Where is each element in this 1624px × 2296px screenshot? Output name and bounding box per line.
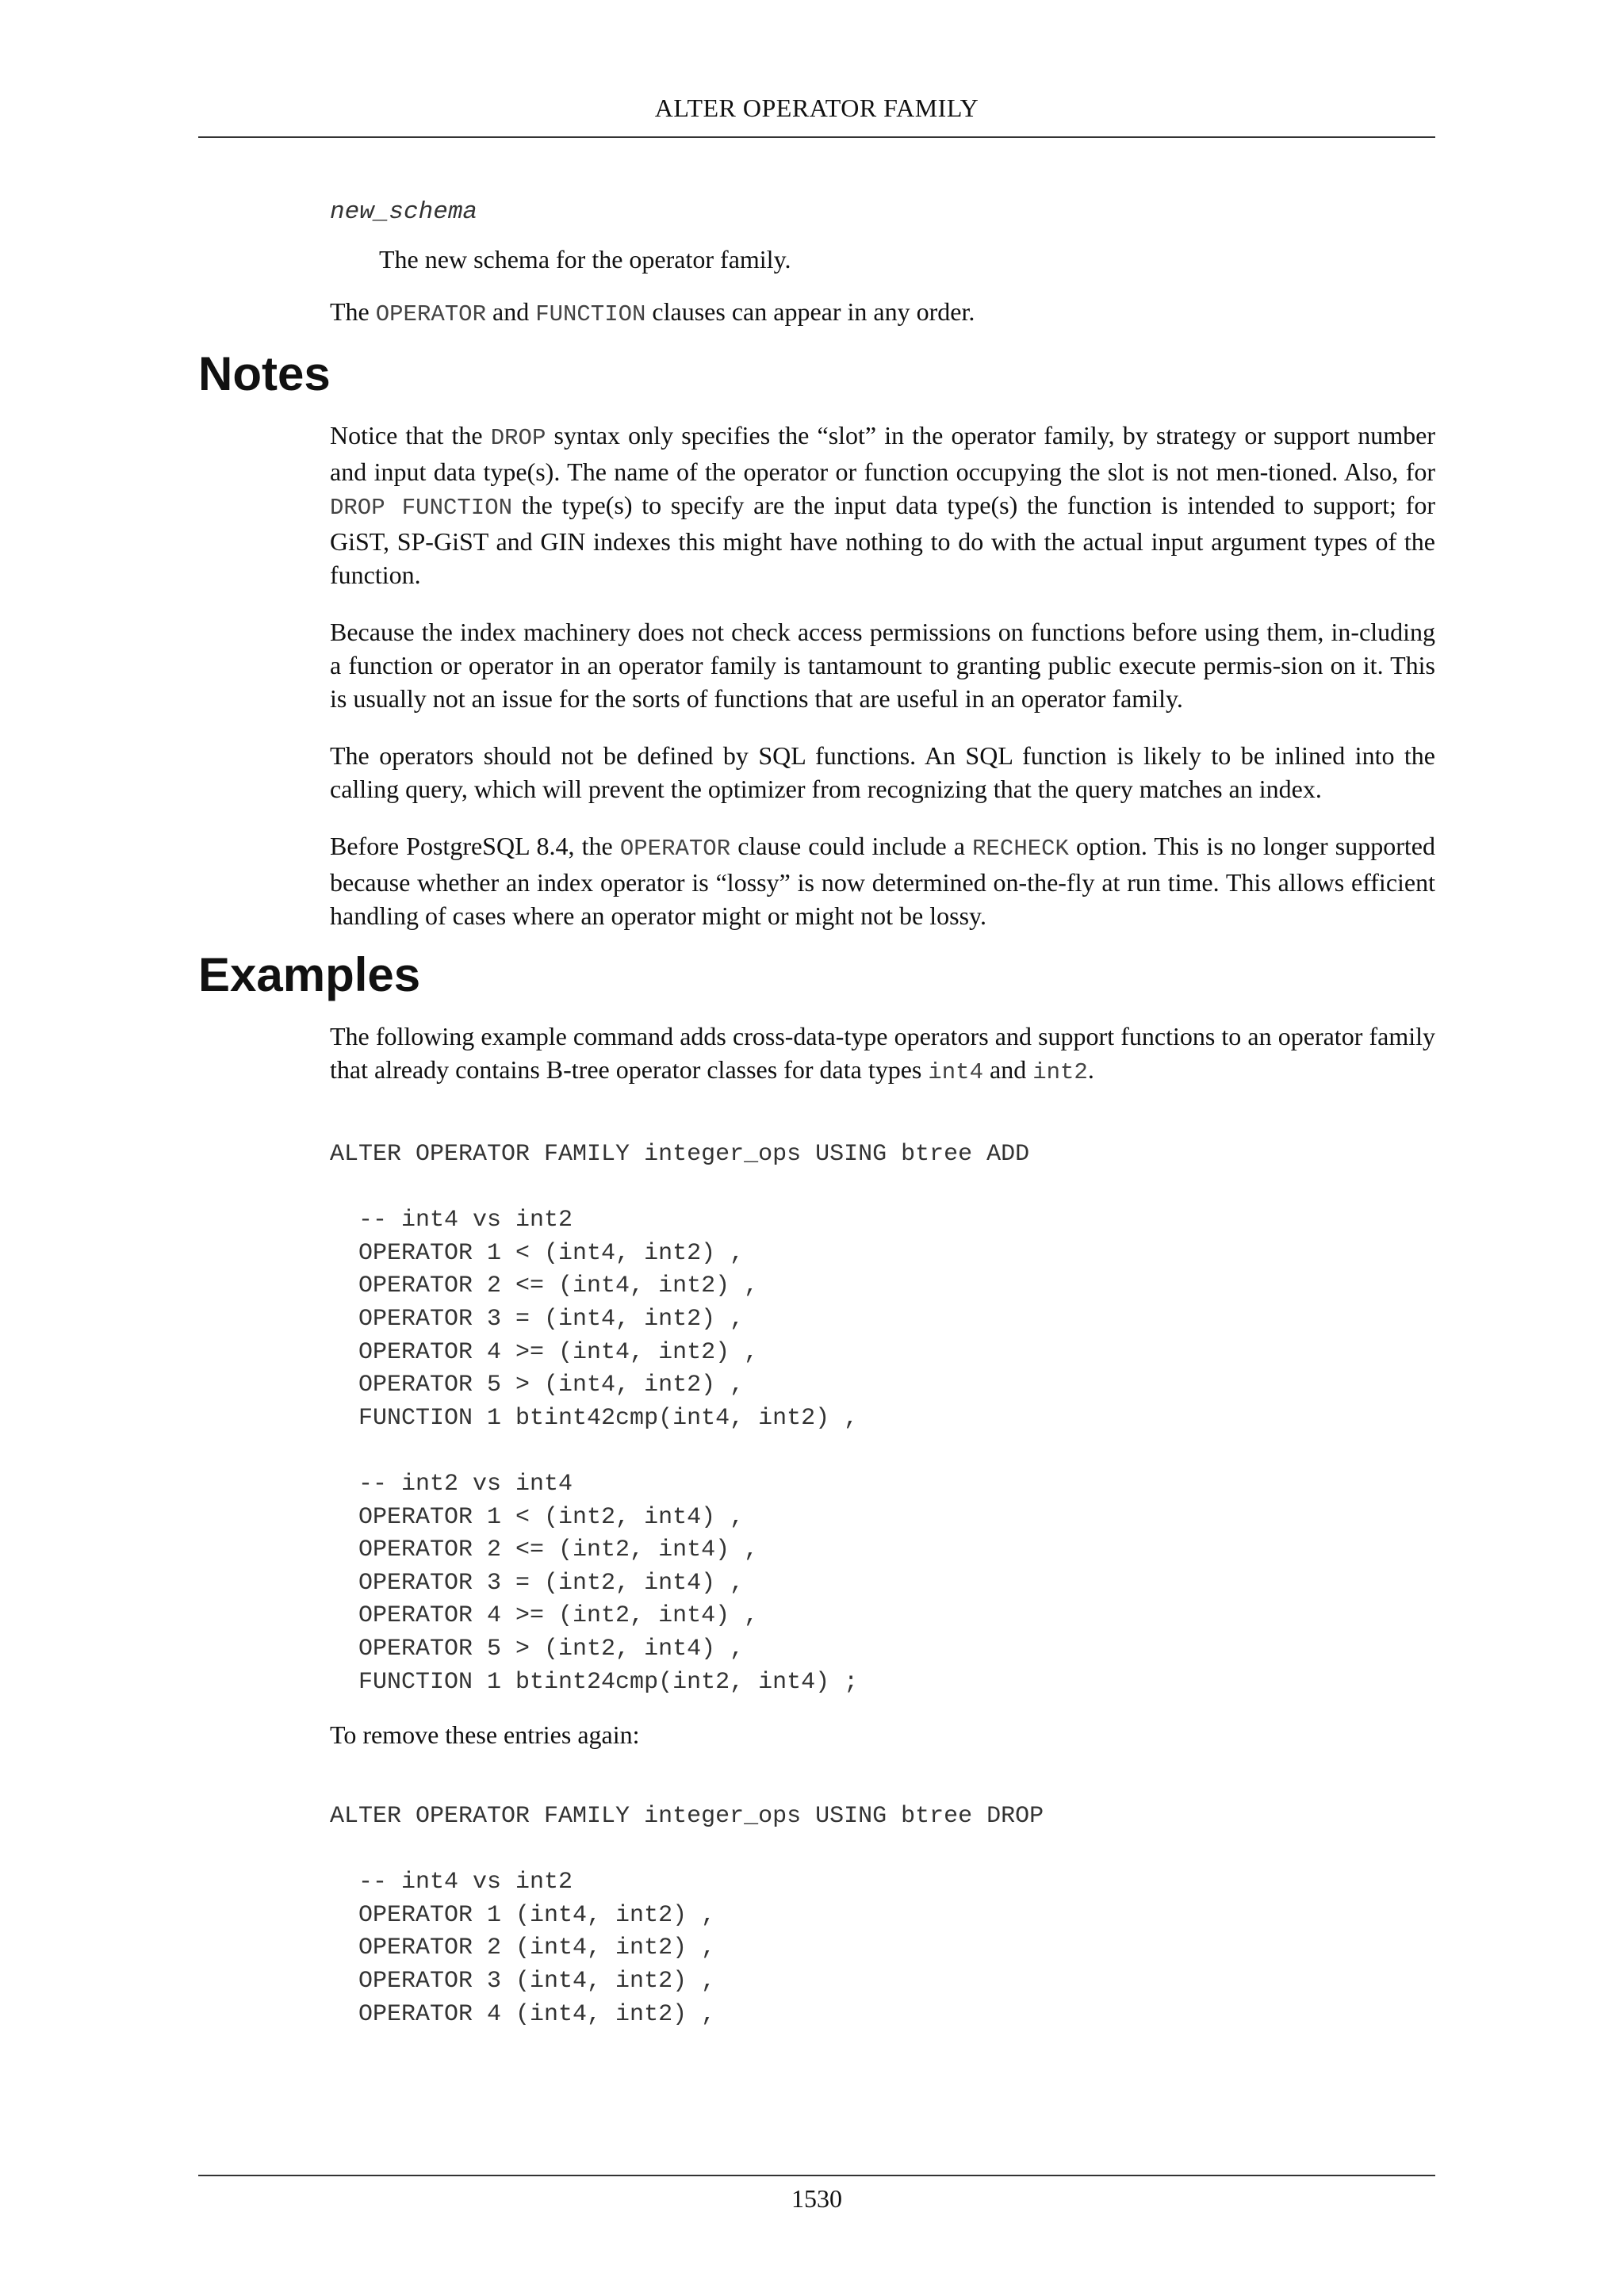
running-header: ALTER OPERATOR FAMILY [654,94,979,122]
notes-body [330,419,1435,932]
footer-rule [198,2175,1435,2176]
parameter-description: The new schema for the operator family. [379,245,791,274]
page-content [198,193,1435,2031]
code-drop: DROP [490,425,546,451]
clauses-note [330,295,1435,331]
code-block-add: ALTER OPERATOR FAMILY integer_ops USING btree ADD -- int4 vs int2 OPERATOR 1 < (int4, int2) , OPERATOR 2 <= (int4, int2) , OPERATOR 3 = (int4, int2) , OPERATOR 4 >= (int4, int2) , OPERATOR 5 > (int4, int2) , FUNCTION 1 btint42cmp(int4, int2) , -- int2 vs int4 OPERATOR 1 < (int2, int4) , OPERATOR 2 <= (int2, int4) , OPERATOR 3 = (int2, int4) , OPERATOR 4 >= (int2, int4) , OPERATOR 5 > (int2, int4) , FUNCTION 1 btint24cmp(int2, int4) ; [330,1141,1030,1696]
clauses-note-text: The OPERATOR and FUNCTION clauses can appear in any order. [330,297,975,327]
code-drop-function: DROP FUNCTION [330,495,513,521]
code-int4: int4 [928,1059,983,1085]
code-operator: OPERATOR [619,836,731,862]
code-operator: OPERATOR [375,301,486,327]
code-block-drop: ALTER OPERATOR FAMILY integer_ops USING btree DROP -- int4 vs int2 OPERATOR 1 (int4, int2) , OPERATOR 2 (int4, int2) , OPERATOR 3 (int4, int2) , OPERATOR 4 (int4, int2) , [330,1803,1044,2028]
page-number: 1530 [791,2184,842,2213]
parameter-term: new_schema [330,198,478,226]
notes-paragraph-3: The operators should not be defined by SQL functions. An SQL function is likely to be inlined into the calling query, which will prevent the optimizer from recognizing that the query matches an index. [330,741,1435,803]
code-int2: int2 [1032,1059,1088,1085]
document-page [198,0,1435,2296]
remove-intro: To remove these entries again: [330,1720,640,1750]
code-function: FUNCTION [535,301,646,327]
examples-heading: Examples [198,948,421,1001]
examples-body [330,1020,1435,2031]
notes-heading: Notes [198,347,331,400]
notes-paragraph-2: Because the index machinery does not check access permissions on functions before using them, in-cluding a function or operator in an operator family is tantamount to granting public execute permis-sion on it. This is usually not an issue for the sorts of functions that are useful in an operator family. [330,618,1435,713]
notes-paragraph-1: Notice that the DROP syntax only specifies the “slot” in the operator family, by strategy or support number and input data type(s). The name of the operator or function occupying the slot is not men-tioned. Also, for DROP FUNCTION the type(s) to specify are the input data type(s) the function is intended to support; for GiST, SP-GiST and GIN indexes this might have nothing to do with the actual input argument types of the function. [330,421,1435,589]
examples-intro: The following example command adds cross-data-type operators and support functions to an operator family that already contains B-tree operator classes for data types int4 and int2. [330,1022,1435,1085]
header-rule [198,136,1435,138]
parameter-entry [330,193,1435,276]
notes-paragraph-4: Before PostgreSQL 8.4, the OPERATOR clause could include a RECHECK option. This is no longer supported because whether an index operator is “lossy” is now determined on-the-fly at run time. This allows efficient handling of cases where an operator might or might not be lossy. [330,832,1436,930]
code-recheck: RECHECK [972,836,1069,862]
